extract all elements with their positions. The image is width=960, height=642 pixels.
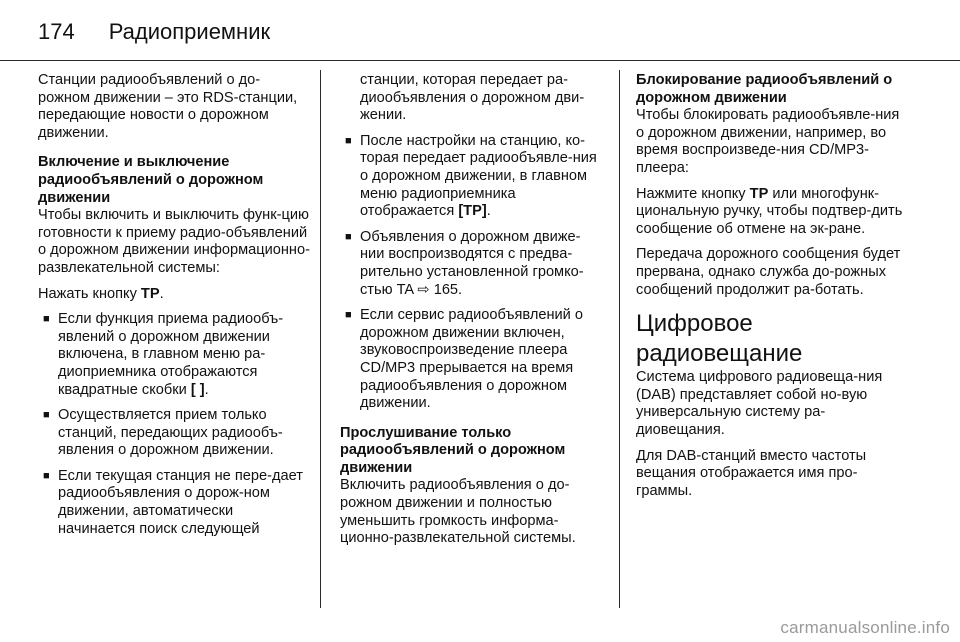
bullet-icon: ■ [345,309,352,322]
section-title-digital-radio: Цифровое радиовещание [636,310,803,368]
column-divider-2 [619,70,620,608]
bullet-icon: ■ [43,469,50,482]
bullet-icon: ■ [43,409,50,422]
section-heading-block: Блокирование радиообъявлений о дорожном движении [636,72,893,106]
bullet-icon: ■ [43,313,50,326]
column-3 [636,72,906,508]
dab-paragraph: Система цифрового радиовеща-ния (DAB) представляет собой но-вую универсальную систему ра-диовещания. [636,369,883,438]
page-ref-link[interactable]: 165. [433,281,463,298]
list-item: ■ После настройки на станцию, ко-торая передает радиообъявле-ния о дорожном движении, в главном меню радиоприемника отображается [TP]. [345,132,597,220]
intro-paragraph: Станции радиообъявлений о до-рожном движении – это RDS-станции, передающие новости о дорожном движении. [38,72,298,141]
block-instruction: Нажмите кнопку TP или многофунк-циональную ручку, чтобы подтвер-дить сообщение об отмене на эк-ране. [636,185,903,237]
column-1 [38,72,312,546]
bullet-icon: ■ [345,134,352,147]
column-divider-1 [320,70,321,608]
dab-names-paragraph: Для DAB-станций вместо частоты вещания отображается имя про-граммы. [636,447,867,499]
column-2 [340,72,602,556]
list-item: ■ Если функция приема радиообъ-явлений о дорожном движении включена, в главном меню ра-диоприемника отображаются квадратные скобки [ ]. [43,311,284,398]
page-title: Радиоприемник [108,19,271,44]
listen-only-paragraph: Включить радиообъявления о до-рожном движении и полностью уменьшить громкость информа-ционно-развлекательной системы. [340,477,576,547]
section-heading-listen-only: Прослушивание только радиообъявлений о дорожном движении [340,424,566,476]
list-item: ■ Если текущая станция не пере-дает радиообъявления о дорож-ном движении, автоматически начинается поиск следующей [43,467,303,537]
page-ref-icon: ⇨ [417,281,430,298]
page-header [38,12,270,52]
enable-paragraph: Чтобы включить и выключить функ-цию готовности к приему радио-объявлений о дорожном движении информационно-развлекательной системы: [38,207,310,276]
section-heading-enable: Включение и выключение радиообъявлений о дорожном движении [38,154,264,206]
tp-key-label: TP [749,185,769,202]
header-rule [0,60,960,61]
list-item: ■ Если сервис радиообъявлений о дорожном движении включен, звуковоспроизведение плеера CD/MP3 прерывается на время радиообъявления о дорожном движении. [345,307,583,412]
block-result-paragraph: Передача дорожного сообщения будет прервана, однако служба до-рожных сообщений продолжит ра-ботать. [636,246,901,298]
bullet-icon: ■ [345,230,352,243]
list-item: ■ Объявления о дорожном движе-нии воспроизводятся с предва-рительно установленной громко-стью TA ⇨ 165. [345,228,584,298]
page-number: 174 [38,19,75,44]
tp-key-label: TP [140,285,160,302]
block-paragraph: Чтобы блокировать радиообъявле-ния о дорожном движении, например, во время воспроизведе-ния CD/MP3-плеера: [636,107,900,176]
watermark: carmanualsonline.info [780,618,950,637]
list-item-continued: станции, которая передает ра-диообъявления о дорожном дви-жении. [360,72,585,124]
list-item: ■ Осуществляется прием только станций, передающих радиообъ-явления о дорожном движении. [43,407,283,459]
press-instruction: Нажать кнопку TP. [38,285,164,302]
